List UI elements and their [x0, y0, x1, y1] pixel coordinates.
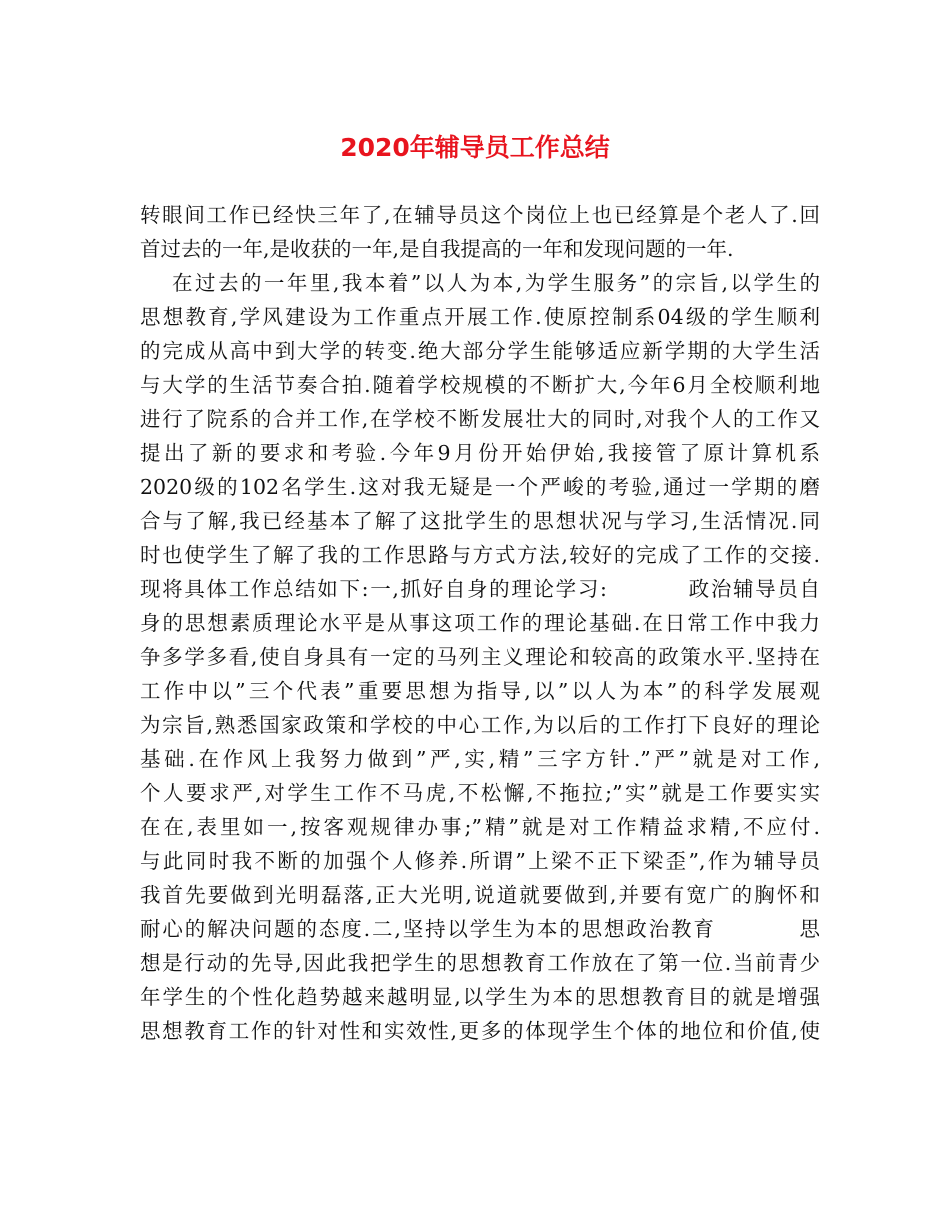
text-line: 基础.在作风上我努力做到”严,实,精”三字方针.”严”就是对工作,	[140, 747, 820, 771]
text-line: 时也使学生了解了我的工作思路与方式方法,较好的完成了工作的交接.	[140, 543, 820, 567]
text-line: 进行了院系的合并工作,在学校不断发展壮大的同时,对我个人的工作又	[140, 407, 820, 431]
text-line: 首过去的一年,是收获的一年,是自我提高的一年和发现问题的一年.	[140, 237, 734, 261]
text-line: 耐心的解决问题的态度.二,坚持以学生为本的思想政治教育 思	[140, 917, 820, 941]
text-line: 在过去的一年里,我本着”以人为本,为学生服务”的宗旨,以学生的	[172, 271, 820, 295]
text-line: 思想教育,学风建设为工作重点开展工作.使原控制系04级的学生顺利	[140, 305, 820, 329]
document-body	[140, 198, 820, 1048]
text-line: 转眼间工作已经快三年了,在辅导员这个岗位上也已经算是个老人了.回	[140, 203, 820, 227]
text-line: 身的思想素质理论水平是从事这项工作的理论基础.在日常工作中我力	[140, 611, 820, 635]
text-line: 与大学的生活节奏合拍.随着学校规模的不断扩大,今年6月全校顺利地	[140, 373, 820, 397]
text-line: 现将具体工作总结如下:一,抓好自身的理论学习: 政治辅导员自	[140, 577, 820, 601]
text-line: 我首先要做到光明磊落,正大光明,说道就要做到,并要有宽广的胸怀和	[140, 883, 820, 907]
document-title: 2020年辅导员工作总结	[340, 133, 610, 162]
text-line: 提出了新的要求和考验.今年9月份开始伊始,我接管了原计算机系	[140, 441, 820, 465]
text-line: 想是行动的先导,因此我把学生的思想教育工作放在了第一位.当前青少	[140, 951, 820, 975]
text-line: 个人要求严,对学生工作不马虎,不松懈,不拖拉;”实”就是工作要实实	[140, 781, 820, 805]
text-line: 为宗旨,熟悉国家政策和学校的中心工作,为以后的工作打下良好的理论	[140, 713, 820, 737]
text-line: 2020级的102名学生.这对我无疑是一个严峻的考验,通过一学期的磨	[140, 475, 820, 499]
text-line: 争多学多看,使自身具有一定的马列主义理论和较高的政策水平.坚持在	[140, 645, 820, 669]
text-line: 在在,表里如一,按客观规律办事;”精”就是对工作精益求精,不应付.	[140, 815, 820, 839]
text-line: 与此同时我不断的加强个人修养.所谓”上梁不正下梁歪”,作为辅导员	[140, 849, 820, 873]
text-line: 工作中以”三个代表”重要思想为指导,以”以人为本”的科学发展观	[140, 679, 820, 703]
paragraph-intro	[140, 198, 820, 266]
text-line: 年学生的个性化趋势越来越明显,以学生为本的思想教育目的就是增强	[140, 985, 820, 1009]
text-line: 合与了解,我已经基本了解了这批学生的思想状况与学习,生活情况.同	[140, 509, 820, 533]
text-line: 的完成从高中到大学的转变.绝大部分学生能够适应新学期的大学生活	[140, 339, 820, 363]
paragraph-main	[140, 266, 820, 1048]
text-line: 思想教育工作的针对性和实效性,更多的体现学生个体的地位和价值,使	[140, 1019, 820, 1043]
